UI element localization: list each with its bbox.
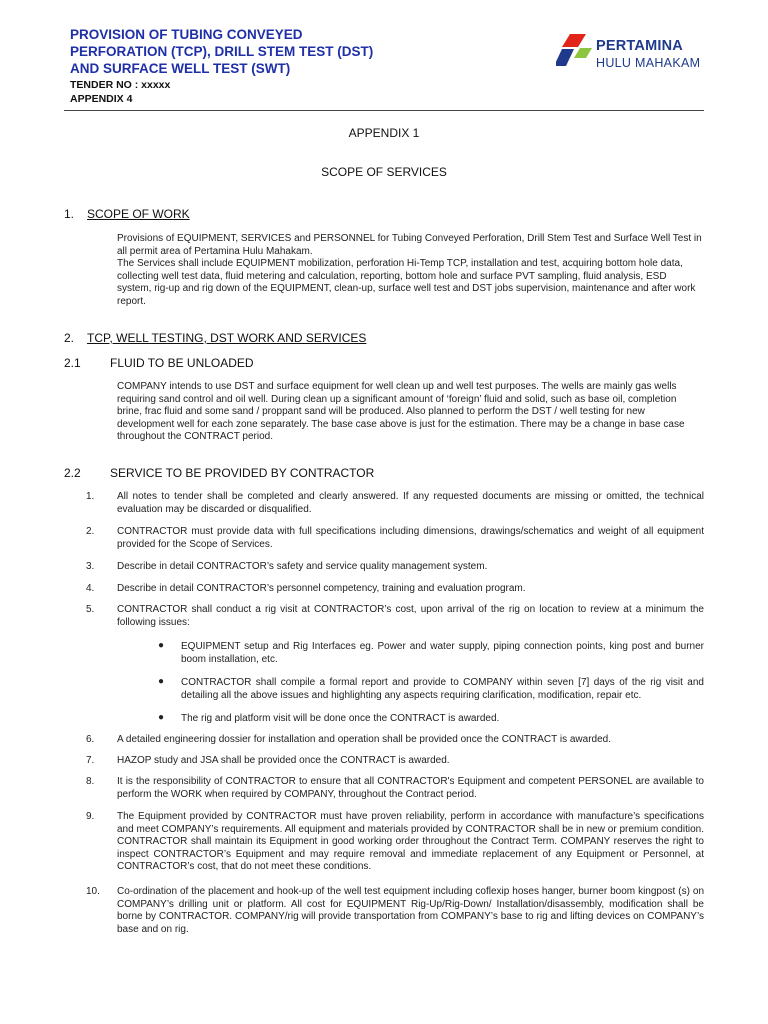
subsection-number: 2.2 bbox=[64, 466, 81, 480]
subsection-heading bbox=[64, 356, 254, 370]
header-title-line: PERFORATION (TCP), DRILL STEM TEST (DST) bbox=[70, 44, 374, 59]
section-title: TCP, WELL TESTING, DST WORK AND SERVICES bbox=[87, 331, 367, 345]
header-title-line: PROVISION OF TUBING CONVEYED bbox=[70, 27, 303, 42]
appendix-title: APPENDIX 1 bbox=[348, 126, 420, 140]
list-item bbox=[86, 526, 704, 551]
list-item bbox=[86, 886, 704, 936]
list-item-text: All notes to tender shall be completed and clearly answered. If any requested documents are missing or omitted, the technical evaluation may be discarded or disqualified. bbox=[117, 491, 704, 515]
subsection-title: SERVICE TO BE PROVIDED BY CONTRACTOR bbox=[110, 466, 375, 480]
list-item-number: 4. bbox=[86, 583, 95, 594]
list-item bbox=[86, 604, 704, 629]
list-item-number: 1. bbox=[86, 491, 95, 502]
list-item bbox=[86, 491, 704, 516]
list-item bbox=[86, 583, 704, 596]
section-paragraph bbox=[117, 381, 703, 444]
scope-title: SCOPE OF SERVICES bbox=[321, 165, 447, 179]
section-title: SCOPE OF WORK bbox=[87, 207, 190, 221]
list-item-number: 10. bbox=[86, 886, 100, 897]
bullet-icon: ● bbox=[158, 676, 165, 687]
section-number: 2. bbox=[64, 331, 75, 345]
bullet-icon: ● bbox=[158, 640, 165, 651]
list-item-text: CONTRACTOR must provide data with full specifications including dimensions, drawings/schematics and weight of all equipment provided for the Scope of Services. bbox=[117, 526, 704, 550]
bullet-item bbox=[158, 677, 704, 702]
list-item-number: 3. bbox=[86, 561, 95, 572]
list-item-number: 9. bbox=[86, 811, 95, 822]
tender-number: TENDER NO : xxxxx bbox=[70, 79, 171, 91]
list-item-text: Describe in detail CONTRACTOR’s safety and service quality management system. bbox=[117, 561, 488, 572]
subsection-number: 2.1 bbox=[64, 356, 81, 370]
document-header-title bbox=[70, 26, 490, 77]
list-item-text: HAZOP study and JSA shall be provided once the CONTRACT is awarded. bbox=[117, 755, 450, 766]
bullet-text: CONTRACTOR shall compile a formal report and provide to COMPANY within seven [7] days of the rig visit and detailing all the above issues and highlighting any aspects requiring clarification, modification, repair etc. bbox=[181, 677, 704, 701]
list-item-text: A detailed engineering dossier for installation and operation shall be provided once the CONTRACT is awarded. bbox=[117, 734, 611, 745]
list-item-text: It is the responsibility of CONTRACTOR to ensure that all CONTRACTOR's Equipment and competent PERSONEL are available to perform the WORK when required by COMPANY, throughout the Contract period. bbox=[117, 776, 704, 800]
section-number: 1. bbox=[64, 207, 75, 221]
list-item-number: 5. bbox=[86, 604, 95, 615]
list-item-text: Co-ordination of the placement and hook-up of the well test equipment including coflexip hoses hanger, burner boom kingpost (s) on COMPANY’s drilling unit or platform. All cost for EQUIPMENT Rig-Up/Rig-Down/ Installation/disassembly, modification shall be borne by CONTRACTOR. COMPANY/rig will provide transportation from COMPANY’s base to rig and lifting devices on COMPANY’s base and on rig. bbox=[117, 886, 704, 935]
section-paragraph bbox=[117, 233, 703, 308]
pertamina-logo-mark-icon bbox=[556, 30, 594, 72]
list-item-number: 2. bbox=[86, 526, 95, 537]
bullet-text: EQUIPMENT setup and Rig Interfaces eg. Power and water supply, piping connection points, king post and burner boom installation, etc. bbox=[181, 641, 704, 665]
paragraph-text: Provisions of EQUIPMENT, SERVICES and PERSONNEL for Tubing Conveyed Perforation, Drill Stem Test and Surface Well Test in all permit area of Pertamina Hulu Mahakam. bbox=[117, 233, 702, 257]
list-item-text: The Equipment provided by CONTRACTOR must have proven reliability, perform in accordance with manufacture’s specifications and meet COMPANY’s requirements. All equipment and materials provided by CONTRACTOR shall be in new or premium condition. CONTRACTOR shall maintain its Equipment in good working order throughout the Contract Term. COMPANY reserves the right to inspect CONTRACTOR’s Equipment and may require removal and immediate replacement of any Equipment or Personnel, at CONTRACTOR’s cost, that do not meet these conditions. bbox=[117, 811, 704, 872]
logo-subname: HULU MAHAKAM bbox=[596, 56, 701, 70]
list-item-text: CONTRACTOR shall conduct a rig visit at CONTRACTOR’s cost, upon arrival of the rig on location to review at a minimum the following issues: bbox=[117, 604, 704, 628]
list-item-text: Describe in detail CONTRACTOR’s personnel competency, training and evaluation program. bbox=[117, 583, 526, 594]
list-item bbox=[86, 734, 704, 747]
header-divider bbox=[64, 110, 704, 111]
list-item-number: 6. bbox=[86, 734, 95, 745]
section-heading bbox=[64, 207, 190, 221]
list-item bbox=[86, 776, 704, 801]
header-appendix-label: APPENDIX 4 bbox=[70, 93, 133, 105]
bullet-text: The rig and platform visit will be done once the CONTRACT is awarded. bbox=[181, 713, 500, 724]
list-item-number: 8. bbox=[86, 776, 95, 787]
bullet-item bbox=[158, 641, 704, 666]
subsection-heading bbox=[64, 466, 374, 480]
header-title-line: AND SURFACE WELL TEST (SWT) bbox=[70, 61, 291, 76]
list-item bbox=[86, 811, 704, 874]
bullet-icon: ● bbox=[158, 712, 165, 723]
subsection-title: FLUID TO BE UNLOADED bbox=[110, 356, 254, 370]
list-item-number: 7. bbox=[86, 755, 95, 766]
list-item bbox=[86, 561, 704, 574]
list-item bbox=[86, 755, 704, 768]
bullet-item bbox=[158, 713, 704, 726]
section-heading bbox=[64, 331, 366, 345]
pertamina-logo bbox=[556, 30, 716, 78]
paragraph-text: COMPANY intends to use DST and surface equipment for well clean up and well test purposes. The wells are mainly gas wells requiring sand control and oil well. During clean up a significant amount of ‘foreign’ fluid and solid, such as base oil, completion brine, frac fluid and some sand / proppant sand will be produced. Also planned to perform the DST / well testing for new development well for each zone separately. The base case above is just for the estimation. There may be a change in base case throughout the CONTRACT period. bbox=[117, 381, 685, 442]
paragraph-text: The Services shall include EQUIPMENT mobilization, perforation Hi-Temp TCP, installation and test, acquiring bottom hole data, collecting well test data, fluid metering and calculation, reporting, bottom hole and surface PVT sampling, fluid analysis, ESD system, rig-up and rig down of the EQUIPMENT, clean-up, surface well test and DST jobs supervision, maintenance and after work report. bbox=[117, 258, 696, 307]
logo-name: PERTAMINA bbox=[596, 38, 683, 54]
